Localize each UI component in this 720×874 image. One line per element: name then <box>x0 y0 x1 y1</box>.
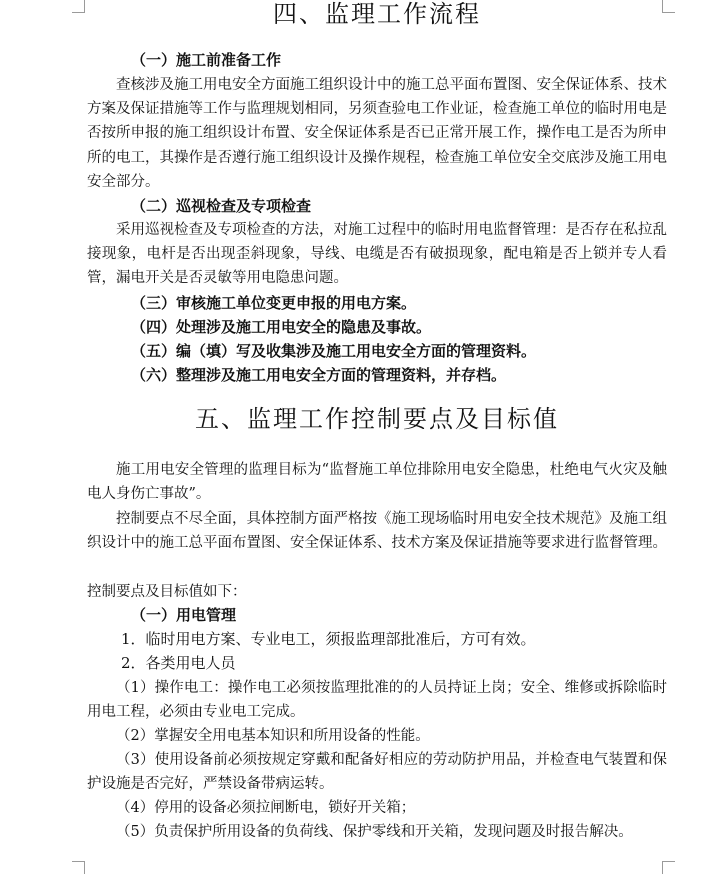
page-corner-mark <box>662 861 675 874</box>
section-5-point-2: 2．各类用电人员 <box>121 654 236 672</box>
section-4-sub2-heading: （二）巡视检查及专项检查 <box>131 197 312 215</box>
section-4-sub2-body: 采用巡视检查及专项检查的方法，对施工过程中的临时用电监督管理：是否存在私拉乱接现象，电杆是否出现歪斜现象，导线、电缆是否有破损现象，配电箱是否上锁并专人看管，漏电开关是否灵敏等用电隐患问题。 <box>87 222 667 287</box>
section-5-list-item-5: （5）负责保护所用设备的负荷线、保护零线和开关箱，发现问题及时报告解决。 <box>116 824 633 840</box>
section-5-para-1: 施工用电安全管理的监理目标为“监督施工单位排除用电安全隐患，杜绝电气火灾及触电人身伤亡事故”。 <box>87 462 667 503</box>
section-4-item-5: （五）编（填）写及收集涉及施工用电安全方面的管理资料。 <box>131 342 537 360</box>
section-4-sub1-heading: （一）施工前准备工作 <box>131 51 282 69</box>
section-4-item-6: （六）整理涉及施工用电安全方面的管理资料，并存档。 <box>131 366 507 384</box>
section-5-para-3: 控制要点及目标值如下： <box>87 584 247 600</box>
section-4-item-3: （三）审核施工单位变更申报的用电方案。 <box>131 294 417 312</box>
section-5-sub1-heading: （一）用电管理 <box>131 606 237 624</box>
section-5-list-item-4: （4）停用的设备必须拉闸断电，锁好开关箱； <box>116 800 416 816</box>
page-corner-mark <box>72 861 85 874</box>
section-5-list-item-3: （3）使用设备前必须按规定穿戴和配备好相应的劳动防护用品，并检查电气装置和保护设施是否完好，严禁设备带病运转。 <box>87 752 667 793</box>
section-5-title: 五、监理工作控制要点及目标值 <box>195 405 559 433</box>
section-5-list-item-2: （2）掌握安全用电基本知识和所用设备的性能。 <box>116 728 430 744</box>
section-4-title: 四、监理工作流程 <box>273 0 481 28</box>
section-4-sub1-body: 查核涉及施工用电安全方面施工组织设计中的施工总平面布置图、安全保证体系、技术方案及保证措施等工作与监理规划相同，另须查验电工作业证，检查施工单位的临时用电是否按所申报的施工组织设计布置、安全保证体系是否已正常开展工作，操作电工是否为所申所的电工，其操作是否遵行施工组织设计及操作规程，检查施工单位安全交底涉及施工用电安全部分。 <box>87 77 667 190</box>
section-5-point-1: 1．临时用电方案、专业电工，须报监理部批准后，方可有效。 <box>121 630 536 648</box>
section-4-item-4: （四）处理涉及施工用电安全的隐患及事故。 <box>131 318 432 336</box>
page-corner-mark <box>72 0 85 13</box>
section-5-para-2: 控制要点不尽全面，具体控制方面严格按《施工现场临时用电安全技术规范》及施工组织设计中的施工总平面布置图、安全保证体系、技术方案及保证措施等要求进行监督管理。 <box>87 511 667 552</box>
section-5-list-item-1: （1）操作电工：操作电工必须按监理批准的的人员持证上岗；安全、维修或拆除临时用电工程，必须由专业电工完成。 <box>87 680 667 721</box>
